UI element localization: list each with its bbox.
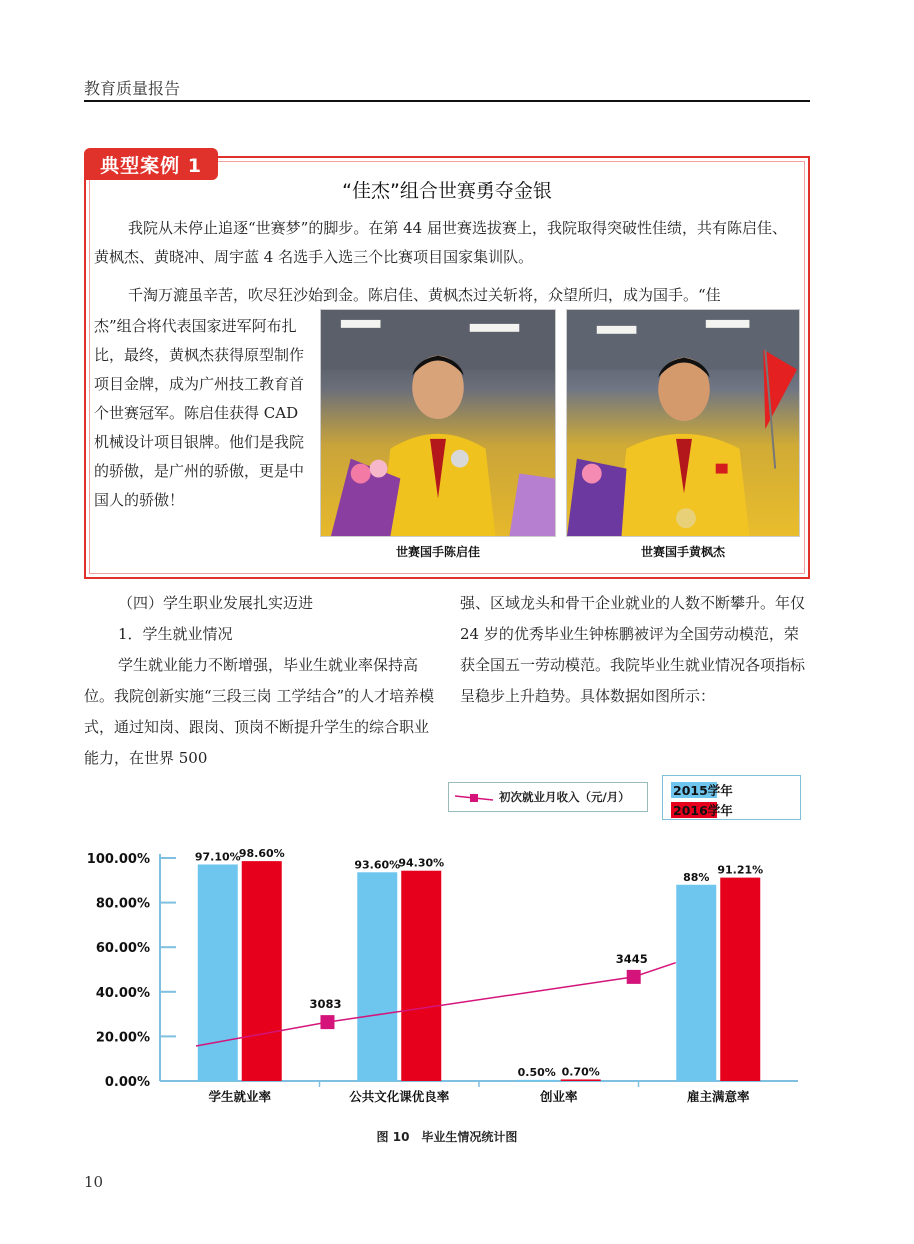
case-paragraph-2: 千淘万漉虽辛苦，吹尽狂沙始到金。陈启佳、黄枫杰过关斩将，众望所归，成为国手。“佳 <box>128 286 721 304</box>
bar-value-label: 0.70% <box>561 1065 600 1079</box>
photo-caption-1: 世赛国手陈启佳 <box>395 545 480 559</box>
header-rule <box>84 100 810 102</box>
bar-value-label: 88% <box>683 870 710 884</box>
bar-2016 <box>561 1079 601 1081</box>
case-paragraph-2-cont: 杰”组合将代表国家进军阿布扎比，最终，黄枫杰获得原型制作项目金牌，成为广州技工教育首个世赛冠军。陈启佳获得 CAD 机械设计项目银牌。他们是我院的骄傲，是广州的骄傲，更是中国人的骄傲！ <box>94 317 305 509</box>
bar-value-label: 97.10% <box>194 850 241 864</box>
y-tick-label: 20.00% <box>95 1030 150 1046</box>
y-tick-label: 0.00% <box>104 1075 150 1090</box>
bar-2015 <box>676 885 716 1081</box>
bar-value-label: 93.60% <box>354 858 401 872</box>
income-marker <box>627 970 641 984</box>
line-legend-label: 初次就业月收入（元/月） <box>499 790 630 804</box>
page-number: 10 <box>84 1173 104 1191</box>
figure-caption: 图 10 毕业生情况统计图 <box>376 1130 518 1144</box>
category-label: 学生就业率 <box>208 1089 272 1104</box>
bar-value-label: 98.60% <box>238 847 285 861</box>
left-column <box>84 588 436 774</box>
bar-2015 <box>357 872 397 1081</box>
photo-huang-fengjie-illustration <box>567 310 799 536</box>
bar-value-label: 91.21% <box>717 863 764 877</box>
bar-2016 <box>720 878 760 1081</box>
income-value-label: 3083 <box>309 997 342 1012</box>
line-legend <box>448 782 648 812</box>
line-legend-symbol <box>449 782 499 812</box>
category-label: 创业率 <box>539 1089 578 1104</box>
bar-2015 <box>517 1080 557 1081</box>
legend-row-2016 <box>671 801 733 819</box>
y-tick-label: 80.00% <box>95 896 150 912</box>
photo-caption-2: 世赛国手黄枫杰 <box>640 545 725 559</box>
y-tick-label: 40.00% <box>95 985 150 1001</box>
category-label: 雇主满意率 <box>686 1089 750 1104</box>
section-subheading: 1．学生就业情况 <box>118 625 233 643</box>
bar-value-label: 94.30% <box>398 856 445 870</box>
income-value-label: 3445 <box>615 951 648 966</box>
case-paragraph-1: 我院从未停止追逐“世赛梦”的脚步。在第 44 届世赛选拔赛上，我院取得突破性佳绩，共有陈启佳、黄枫杰、黄晓冲、周宇蓝 4 名选手入选三个比赛项目国家集训队。 <box>94 219 787 266</box>
photo-huang-fengjie <box>566 309 800 537</box>
photo-chen-qijia <box>320 309 556 537</box>
case-badge: 典型案例 1 <box>84 148 218 180</box>
right-column <box>460 588 812 712</box>
photo-chen-qijia-illustration <box>321 310 555 536</box>
y-tick-label: 60.00% <box>95 941 150 957</box>
section-heading: （四）学生职业发展扎实迈进 <box>118 594 314 612</box>
running-header: 教育质量报告 <box>84 79 181 98</box>
graduate-stats-chart <box>84 840 810 1110</box>
bar-legend <box>662 775 801 820</box>
bar-2015 <box>198 864 238 1081</box>
bar-value-label: 0.50% <box>517 1065 556 1079</box>
legend-label-2015: 2015学年 <box>673 783 733 798</box>
left-paragraph: 学生就业能力不断增强，毕业生就业率保持高位。我院创新实施“三段三岗 工学结合”的人才培养模式，通过知岗、跟岗、顶岗不断提升学生的综合职业能力，在世界 500 <box>84 656 435 767</box>
right-paragraph: 强、区域龙头和骨干企业就业的人数不断攀升。年仅 24 岁的优秀毕业生钟栋鹏被评为全国劳动模范，荣获全国五一劳动模范。我院毕业生就业情况各项指标呈稳步上升趋势。具体数据如图所示： <box>460 594 806 705</box>
legend-row-2015 <box>671 781 733 799</box>
legend-label-2016: 2016学年 <box>673 803 733 818</box>
bar-2016 <box>242 861 282 1081</box>
bar-2016 <box>401 871 441 1081</box>
income-marker <box>320 1015 334 1029</box>
category-label: 公共文化课优良率 <box>349 1089 450 1104</box>
y-tick-label: 100.00% <box>86 852 150 867</box>
case-title: “佳杰”组合世赛勇夺金银 <box>342 180 552 202</box>
